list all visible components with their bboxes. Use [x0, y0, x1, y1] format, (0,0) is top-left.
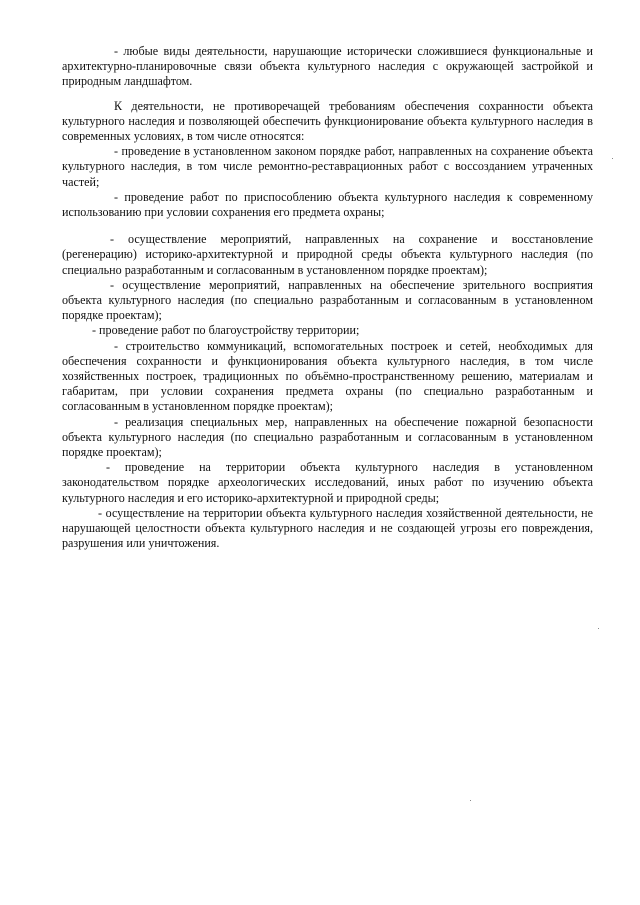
list-item-utilities-construction: - строительство коммуникаций, вспомогательных построек и сетей, необходимых для обеспечения сохранности и функционирования объекта культурного наследия, в том числе хозяйственных построек, традиционных по объёмно-пространственному решению, материалам и габаритам, при условии сохранения предмета охраны (по специально разработанным и согласованным в установленном порядке проектам); — [62, 338, 593, 414]
paragraph-prohibited-activities: - любые виды деятельности, нарушающие исторически сложившиеся функциональные и архитектурно-планировочные связи объекта культурного наследия с окружающей застройкой и природным ландшафтом. — [62, 44, 593, 89]
scan-speck — [612, 158, 613, 159]
scan-speck — [470, 800, 471, 801]
list-item-environment-restoration: - осуществление мероприятий, направленных на сохранение и восстановление (регенерацию) историко-архитектурной и природной среды объекта культурного наследия (по специально разработанным и согласованным в установленном порядке проектам); — [62, 232, 593, 277]
list-item-landscaping: - проведение работ по благоустройству территории; — [92, 323, 360, 338]
list-item-visual-perception: - осуществление мероприятий, направленных на обеспечение зрительного восприятия объекта культурного наследия (по специально разработанным и согласованным в установленном порядке проектам); — [62, 277, 593, 323]
list-item-economic-activity: - осуществление на территории объекта культурного наследия хозяйственной деятельности, не нарушающей целостности объекта культурного наследия и не создающей угрозы его повреждения, разрушения или уничтожения. — [62, 505, 593, 551]
paragraph-permitted-intro: К деятельности, не противоречащей требованиям обеспечения сохранности объекта культурного наследия и позволяющей обеспечить функционирование объекта культурного наследия в современных условиях, в том числе относятся: — [62, 98, 593, 144]
list-item-preservation-works: - проведение в установленном законом порядке работ, направленных на сохранение объекта культурного наследия, в том числе ремонтно-реставрационных работ с воссозданием утраченных частей; — [62, 144, 593, 189]
document-body — [62, 44, 593, 552]
list-item-archaeology: - проведение на территории объекта культурного наследия в установленном законодательством порядке археологических исследований, иных работ по изучению объекта культурного наследия и его историко-архитектурной и природной среды; — [62, 460, 593, 505]
list-item-fire-safety: - реализация специальных мер, направленных на обеспечение пожарной безопасности объекта культурного наследия (по специально разработанным и согласованным в установленном порядке проектам); — [62, 414, 593, 460]
scan-speck — [598, 628, 599, 629]
list-item-adaptation-works: - проведение работ по приспособлению объекта культурного наследия к современному использованию при условии сохранения его предмета охраны; — [62, 189, 593, 220]
